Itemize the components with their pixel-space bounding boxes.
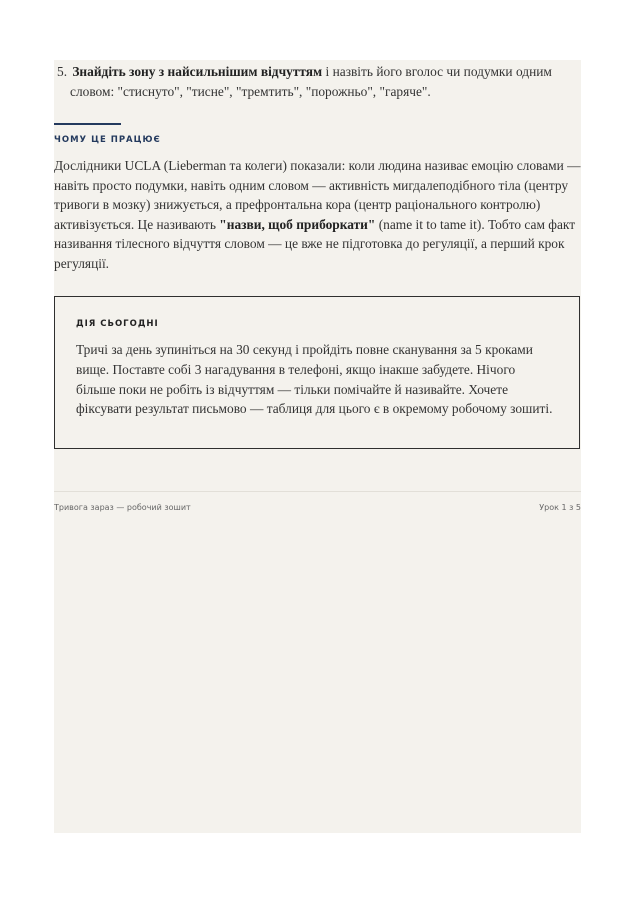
step-5 [57, 62, 577, 101]
footer-divider [54, 491, 581, 492]
step-text-line2: словом: "стиснуто", "тисне", "тремтить", "порожньо", "гаряче". [70, 83, 431, 99]
action-title: ДІЯ СЬОГОДНІ [76, 319, 159, 329]
action-text: Тричі за день зупиніться на 30 секунд і пройдіть повне сканування за 5 кроками вище. Поставте собі 3 нагадування в телефоні, якщо інакше забудете. Нічого більше поки не робіть із відчуттям — тільки помічайте й називайте. Хочете фіксувати результат письмово — таблиця для цього є в окремому робочому зошиті. [76, 342, 553, 417]
section-rule [54, 123, 121, 125]
step-bold-text: Знайдіть зону з найсильнішим відчуттям [72, 64, 323, 79]
why-section-title: ЧОМУ ЦЕ ПРАЦЮЄ [54, 135, 161, 145]
why-text-after: (name it to tame it). Тобто сам факт називання тілесного відчуття словом — це вже не підготовка до регуляції, а перший крок регуляції. [54, 216, 576, 271]
footer-title: Тривога зараз — робочий зошит [54, 503, 191, 512]
why-section-body [54, 156, 584, 274]
action-box [54, 296, 580, 449]
why-text-before: Дослідники UCLA (Lieberman та колеги) показали: коли людина називає емоцію словами — навіть просто подумки, навіть одним словом — активність мигдалеподібного тіла (центру тривоги в мозку) знижується, а префронтальна кора (центр раціонального контролю) активізується. Це називають [54, 158, 581, 232]
step-text: і назвіть його вголос чи подумки одним [322, 64, 552, 79]
why-highlight: "назви, щоб приборкати" [219, 216, 376, 232]
step-number: 5. [57, 64, 68, 79]
footer-page-number: Урок 1 з 5 [539, 503, 581, 512]
